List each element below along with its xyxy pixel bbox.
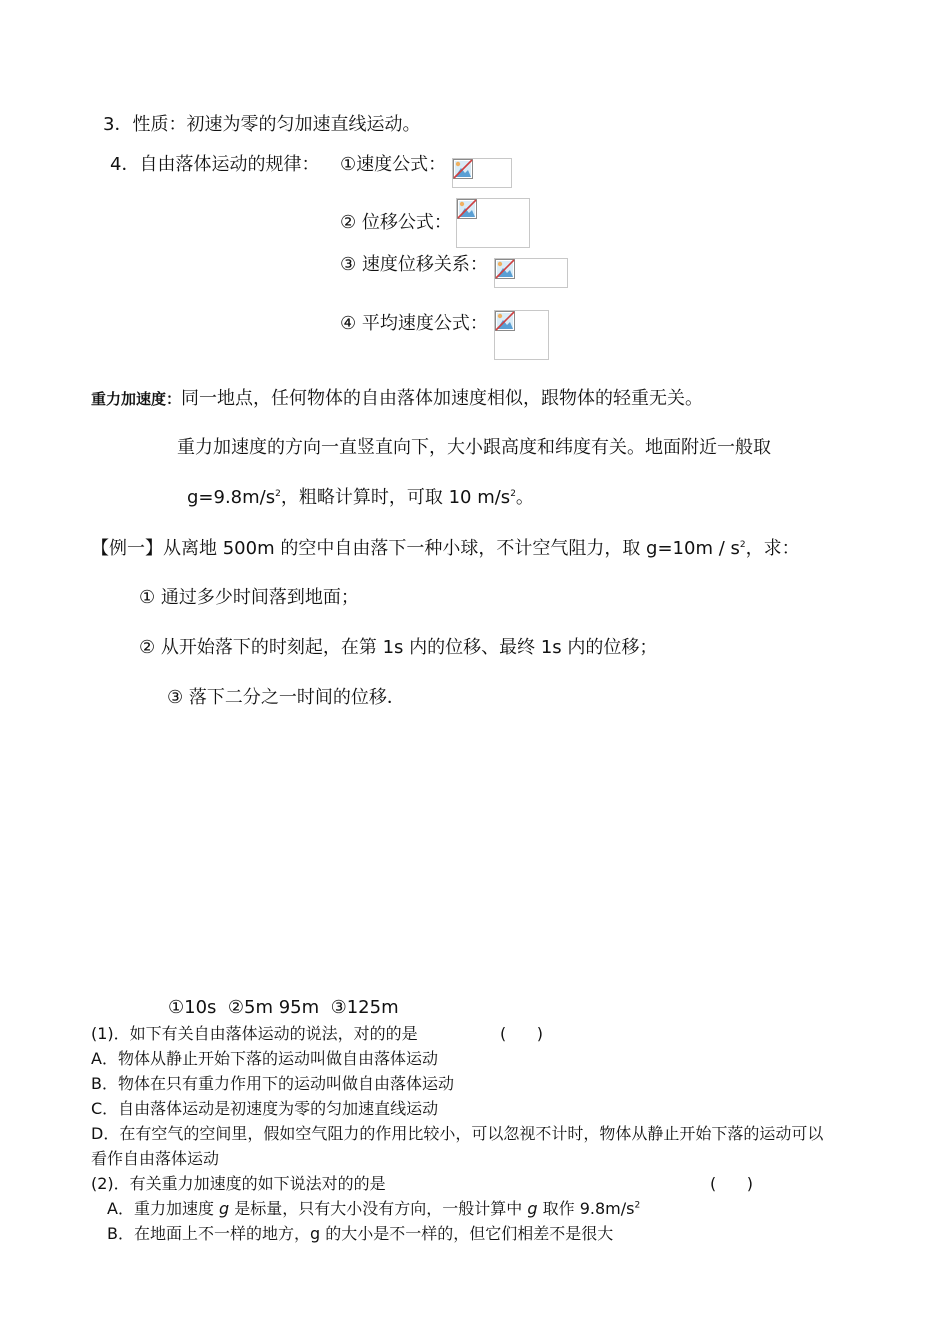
problem-2-option-b: B．在地面上不一样的地方，g 的大小是不一样的，但它们相差不是很大 (107, 1224, 614, 1243)
option-a-text: 取作 9.8m/s (537, 1199, 635, 1218)
g-approx-text: ，粗略计算时，可取 10 m/s (280, 487, 511, 508)
problem-2: (2)．有关重力加速度的如下说法对的的是 (91, 1174, 386, 1193)
problem-1-option-c: C．自由落体运动是初速度为零的匀加速直线运动 (91, 1099, 439, 1118)
section-4-title: 4．自由落体运动的规律： (110, 154, 320, 175)
g-value-text: g=9.8m/s (187, 487, 276, 508)
example-text: 【例一】从离地 500m 的空中自由落下一种小球，不计空气阻力，取 g=10m / s (91, 538, 740, 559)
gravity-direction: 重力加速度的方向一直竖直向下，大小跟高度和纬度有关。地面附近一般取 (177, 437, 771, 458)
gravity-values (187, 487, 534, 509)
velocity-formula-label: ①速度公式： (340, 154, 447, 175)
example-one (91, 538, 800, 560)
broken-image-icon (457, 199, 477, 219)
section-3-property: 3．性质：初速为零的匀加速直线运动。 (103, 114, 421, 135)
question-1: ① 通过多少时间落到地面； (139, 587, 359, 608)
superscript: 2 (634, 1200, 641, 1211)
problem-1-option-d: D．在有空气的空间里，假如空气阻力的作用比较小，可以忽视不计时，物体从静止开始下落的运动可以 (91, 1124, 824, 1143)
answer-line: ①10s ②5m 95m ③125m (168, 997, 399, 1018)
problem-1-option-a: A．物体从静止开始下落的运动叫做自由落体运动 (91, 1049, 438, 1068)
average-velocity-image (494, 310, 549, 360)
gravity-definition (91, 388, 703, 410)
example-ask: ，求： (745, 538, 800, 559)
question-2: ② 从开始落下的时刻起，在第 1s 内的位移、最终 1s 内的位移； (139, 637, 658, 658)
gravity-text: 同一地点，任何物体的自由落体加速度相似，跟物体的轻重无关。 (181, 388, 704, 409)
velocity-displacement-image (494, 258, 568, 288)
option-a-text: A．重力加速度 (107, 1199, 220, 1218)
displacement-formula-label: ② 位移公式： (340, 212, 452, 233)
broken-image-icon (495, 259, 515, 279)
gravity-label: 重力加速度： (91, 390, 182, 408)
question-3: ③ 落下二分之一时间的位移． (167, 687, 405, 708)
g-symbol: g (527, 1199, 538, 1218)
superscript: 2 (275, 489, 281, 499)
broken-image-icon (495, 311, 515, 331)
period: 。 (515, 487, 534, 508)
problem-1-option-d-cont: 看作自由落体运动 (91, 1149, 220, 1168)
problem-2-answer-blank: ( ) (710, 1174, 753, 1193)
velocity-formula-image (452, 158, 512, 188)
problem-1: (1)．如下有关自由落体运动的说法，对的的是 (91, 1024, 418, 1043)
superscript: 2 (510, 489, 516, 499)
g-symbol: g (219, 1199, 230, 1218)
velocity-displacement-label: ③ 速度位移关系： (340, 254, 488, 275)
broken-image-icon (453, 159, 473, 179)
option-a-text: 是标量，只有大小没有方向，一般计算中 (229, 1199, 528, 1218)
displacement-formula-image (456, 198, 530, 248)
problem-1-answer-blank: ( ) (500, 1024, 543, 1043)
superscript: 2 (739, 540, 746, 550)
average-velocity-label: ④ 平均速度公式： (340, 313, 488, 334)
problem-2-option-a (107, 1199, 640, 1218)
problem-1-option-b: B．物体在只有重力作用下的运动叫做自由落体运动 (91, 1074, 454, 1093)
